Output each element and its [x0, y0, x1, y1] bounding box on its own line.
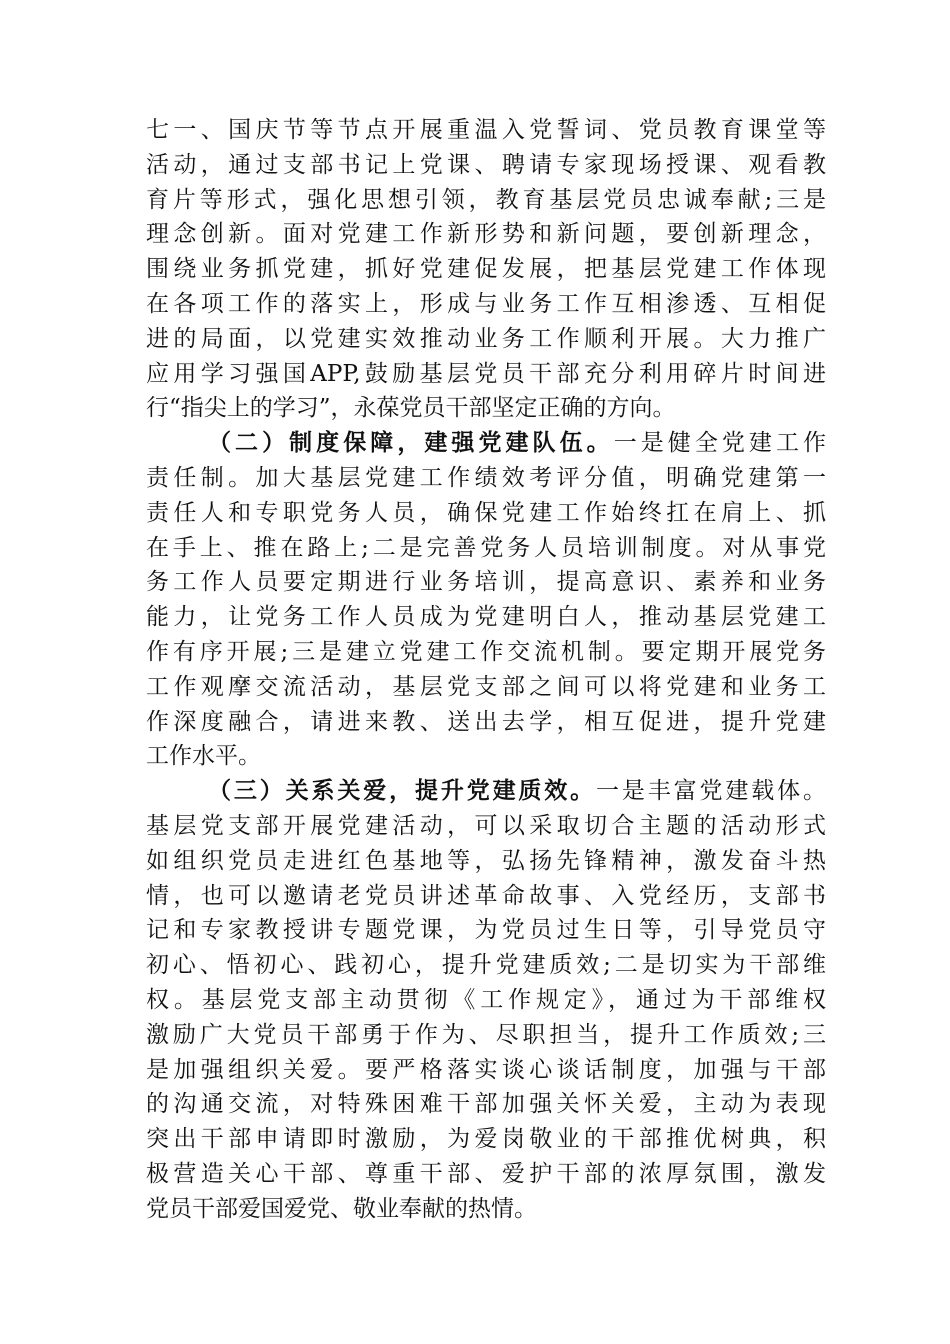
paragraph-continued: [146, 113, 826, 426]
section-two-heading: （二）制度保障，建强党建队伍。: [208, 429, 614, 457]
text-line: 在手上、推在路上;二是完善党务人员培训制度。对从事党: [146, 534, 826, 561]
text-line: 基层党支部开展党建活动，可以采取切合主题的活动形式: [146, 812, 826, 839]
text-line: 务工作人员要定期进行业务培训，提高意识、素养和业务: [146, 569, 826, 596]
text-line: 突出干部申请即时激励，为爱岗敬业的干部推优树典，积: [146, 1126, 826, 1153]
text-line: 理念创新。面对党建工作新形势和新问题，要创新理念，: [146, 221, 826, 248]
text-line: 能力，让党务工作人员成为党建明白人，推动基层党建工: [146, 604, 826, 631]
text-line: 记和专家教授讲专题党课，为党员过生日等，引导党员守: [146, 917, 826, 944]
section-three-heading: （三）关系关爱，提升党建质效。: [208, 777, 597, 805]
text-line: 进的局面，以党建实效推动业务工作顺利开展。大力推广: [146, 325, 826, 352]
section-two: [146, 426, 826, 774]
text-line: 责任人和专职党务人员，确保党建工作始终扛在肩上、抓: [146, 499, 826, 526]
text-line: 党员干部爱国爱党、敬业奉献的热情。: [146, 1195, 537, 1222]
text-line: 作有序开展;三是建立党建工作交流机制。要定期开展党务: [146, 638, 826, 665]
text-line: 责任制。加大基层党建工作绩效考评分值，明确党建第一: [146, 464, 826, 491]
text-line: 是加强组织关爱。要严格落实谈心谈话制度，加强与干部: [146, 1056, 826, 1083]
text-line: 围绕业务抓党建，抓好党建促发展，把基层党建工作体现: [146, 256, 826, 283]
section-two-first-line-rest: 一是健全党建工作: [613, 430, 827, 457]
text-line: 行“指尖上的学习”，永葆党员干部坚定正确的方向。: [146, 395, 676, 422]
text-line: 育片等形式，强化思想引领，教育基层党员忠诚奉献;三是: [146, 186, 826, 213]
section-three: [146, 774, 826, 1226]
text-line: 七一、国庆节等节点开展重温入党誓词、党员教育课堂等: [146, 117, 826, 143]
section-three-first-line: [146, 774, 826, 809]
text-line: 情，也可以邀请老党员讲述革命故事、入党经历，支部书: [146, 882, 826, 909]
text-line: 激励广大党员干部勇于作为、尽职担当，提升工作质效;三: [146, 1021, 826, 1048]
text-line: 的沟通交流，对特殊困难干部加强关怀关爱，主动为表现: [146, 1091, 826, 1118]
text-line: 在各项工作的落实上，形成与业务工作互相渗透、互相促: [146, 290, 826, 317]
text-line: 应用学习强国APP,鼓励基层党员干部充分利用碎片时间进: [146, 360, 826, 387]
text-line: 权。基层党支部主动贯彻《工作规定》，通过为干部维权: [146, 986, 826, 1013]
text-line: 如组织党员走进红色基地等，弘扬先锋精神，激发奋斗热: [146, 847, 826, 874]
text-line: 工作水平。: [146, 743, 261, 770]
text-line: 活动，通过支部书记上党课、聘请专家现场授课、观看教: [146, 151, 826, 178]
section-three-first-line-rest: 一是丰富党建载体。: [596, 778, 827, 805]
text-line: 作深度融合，请进来教、送出去学，相互促进，提升党建: [146, 708, 826, 735]
text-line: 极营造关心干部、尊重干部、爱护干部的浓厚氛围，激发: [146, 1160, 826, 1187]
text-line: 初心、悟初心、践初心，提升党建质效;二是切实为干部维: [146, 952, 826, 979]
document-page: [146, 113, 826, 1227]
text-line: 工作观摩交流活动，基层党支部之间可以将党建和业务工: [146, 673, 826, 700]
section-two-first-line: [146, 426, 826, 461]
